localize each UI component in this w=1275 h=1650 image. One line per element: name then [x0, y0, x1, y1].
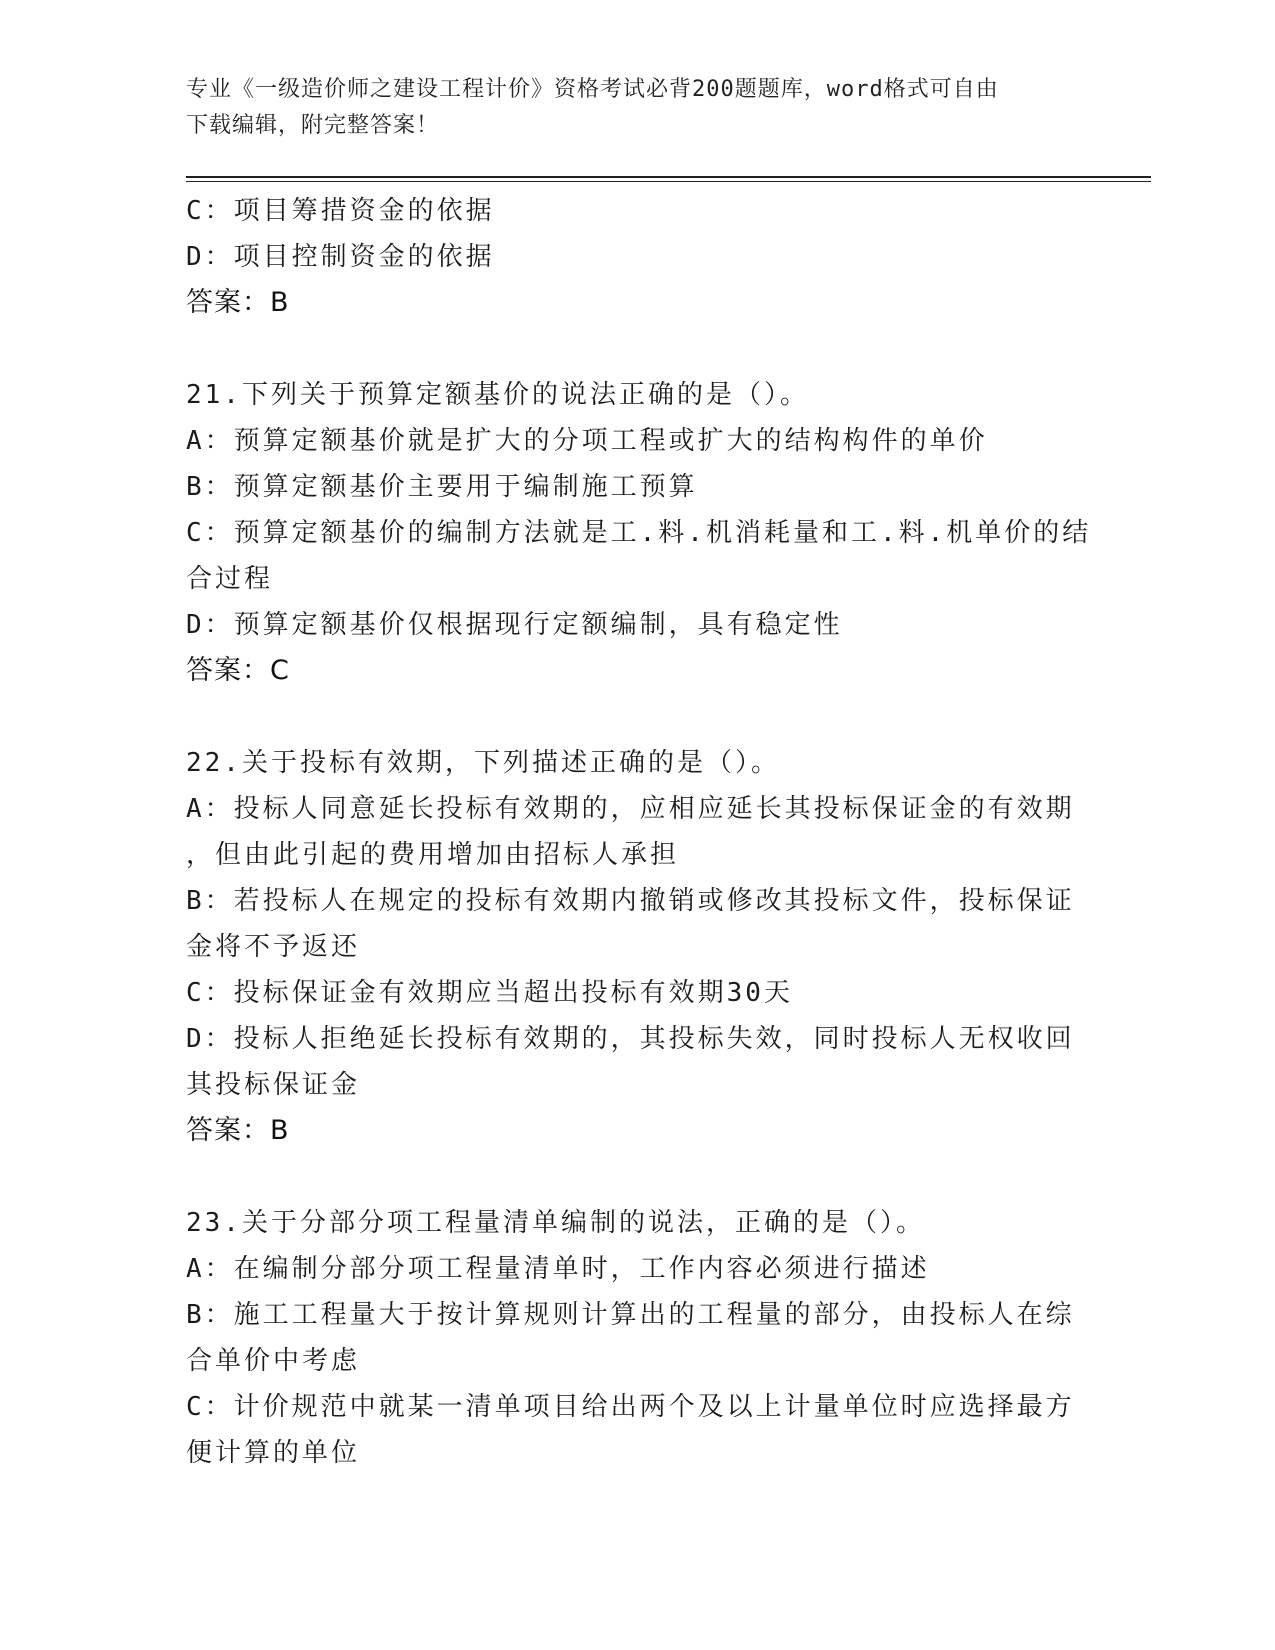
header-rule-thick [186, 176, 1151, 178]
question-20 [186, 188, 1066, 326]
option-a: A：在编制分部分项工程量清单时，工作内容必须进行描述 [186, 1254, 930, 1284]
question-list [186, 188, 1092, 1476]
option-c: C：预算定额基价的编制方法就是工.料.机消耗量和工.料.机单价的结 [186, 518, 1092, 548]
option-d: D：投标人拒绝延长投标有效期的，其投标失效，同时投标人无权收回 [186, 1024, 1075, 1054]
option-c-continued: 合过程 [186, 564, 274, 594]
document-header [186, 72, 1066, 144]
option-b: B：预算定额基价主要用于编制施工预算 [186, 472, 698, 502]
spacer [186, 694, 1066, 740]
answer-line: 答案：C [186, 655, 290, 686]
option-d: D：预算定额基价仅根据现行定额编制，具有稳定性 [186, 610, 843, 640]
header-line-1: 专业《一级造价师之建设工程计价》资格考试必背200题题库，word格式可自由 [186, 77, 999, 102]
question-stem: 22.关于投标有效期，下列描述正确的是（）。 [186, 748, 780, 778]
option-a: A：预算定额基价就是扩大的分项工程或扩大的结构构件的单价 [186, 426, 988, 456]
option-a: A：投标人同意延长投标有效期的，应相应延长其投标保证金的有效期 [186, 794, 1075, 824]
option-b-continued: 合单价中考虑 [186, 1346, 361, 1376]
option-a-continued: ，但由此引起的费用增加由招标人承担 [186, 840, 680, 870]
answer-line: 答案：B [186, 1115, 290, 1146]
option-b: B：若投标人在规定的投标有效期内撤销或修改其投标文件，投标保证 [186, 886, 1075, 916]
question-stem: 23.关于分部分项工程量清单编制的说法，正确的是（）。 [186, 1208, 925, 1238]
spacer [186, 1154, 1066, 1200]
question-23 [186, 1200, 1075, 1476]
header-line-2: 下载编辑，附完整答案！ [186, 113, 440, 138]
spacer [186, 326, 1066, 372]
option-c: C：计价规范中就某一清单项目给出两个及以上计量单位时应选择最方 [186, 1392, 1075, 1422]
option-b: B：施工工程量大于按计算规则计算出的工程量的部分，由投标人在综 [186, 1300, 1075, 1330]
question-21 [186, 372, 1092, 694]
option-c-continued: 便计算的单位 [186, 1438, 361, 1468]
option-c: C：项目筹措资金的依据 [186, 196, 495, 226]
option-d-continued: 其投标保证金 [186, 1070, 361, 1100]
option-b-continued: 金将不予返还 [186, 932, 361, 962]
question-22 [186, 740, 1075, 1154]
option-c: C：投标保证金有效期应当超出投标有效期30天 [186, 978, 793, 1008]
answer-line: 答案：B [186, 287, 290, 318]
header-rule-thin [186, 181, 1151, 182]
option-d: D：项目控制资金的依据 [186, 242, 495, 272]
question-stem: 21.下列关于预算定额基价的说法正确的是（）。 [186, 380, 809, 410]
